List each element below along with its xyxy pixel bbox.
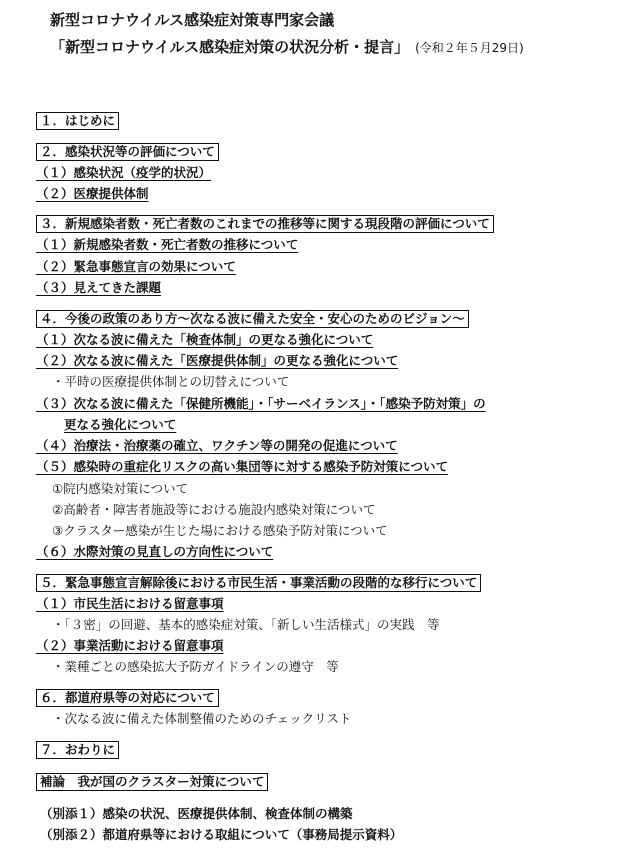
toc-attachment-2: （別添２）都道府県等における取組について（事務局提示資料） [40, 827, 403, 842]
toc-item-2-2: （２）医療提供体制 [36, 186, 149, 201]
toc-subitem-5-1a: ・「３密」の回避、基本的感染症対策、「新しい生活様式」の実践 等 [52, 617, 440, 632]
toc-item-4-5: （５）感染時の重症化リスクの高い集団等に対する感染予防対策について [36, 459, 449, 474]
doc-title-main: 「新型コロナウイルス感染症対策の状況分析・提言」 [50, 38, 410, 56]
toc-item-5-1: （１）市民生活における留意事項 [36, 596, 224, 611]
toc-item-4-3: （３）次なる波に備えた「保健所機能」・「サーベイランス」・「感染予防対策」の [36, 396, 486, 411]
toc-item-3-1: （１）新規感染者数・死亡者数の推移について [36, 237, 299, 252]
doc-title-line2 [50, 37, 524, 58]
toc-section-3: ３．新規感染者数・死亡者数のこれまでの推移等に関する現段階の評価について [36, 215, 494, 233]
toc-attachment-1: （別添１）感染の状況、医療提供体制、検査体制の構築 [40, 806, 353, 821]
toc-item-4-4: （４）治療法・治療薬の確立、ワクチン等の開発の促進について [36, 438, 398, 453]
toc-subitem-4-2a: ・平時の医療提供体制との切替えについて [52, 374, 290, 389]
doc-title-line1: 新型コロナウイルス感染症対策専門家会議 [50, 11, 335, 29]
toc-section-1: １．はじめに [36, 112, 119, 130]
toc-item-4-2: （２）次なる波に備えた「医療提供体制」の更なる強化について [36, 353, 399, 368]
toc-section-7: ７．おわりに [36, 741, 119, 759]
toc-section-6: ６．都道府県等の対応について [36, 689, 219, 707]
toc-subitem-4-5c: ③クラスター感染が生じた場における感染予防対策について [52, 523, 388, 538]
toc-section-5: ５．緊急事態宣言解除後における市民生活・事業活動の段階的な移行について [36, 574, 481, 592]
toc-subitem-4-5a: ①院内感染対策について [52, 481, 188, 496]
toc-item-2-1: （１）感染状況（疫学的状況） [36, 165, 212, 180]
toc-hosoku: 補論 我が国のクラスター対策について [36, 773, 268, 791]
toc-subitem-4-5b: ②高齢者・障害者施設等における施設内感染対策について [52, 502, 376, 517]
toc-item-4-6: （６）水際対策の見直しの方向性について [36, 544, 274, 559]
toc-section-2: ２．感染状況等の評価について [36, 143, 219, 161]
toc-subitem-5-2a: ・業種ごとの感染拡大予防ガイドラインの遵守 等 [52, 659, 339, 674]
toc-subitem-6a: ・次なる波に備えた体制整備のためのチェックリスト [52, 711, 352, 726]
toc-section-4: ４．今後の政策のあり方～次なる波に備えた安全・安心のためのビジョン～ [36, 310, 469, 328]
toc-item-4-3-cont: 更なる強化について [64, 417, 177, 432]
toc-item-3-2: （２）緊急事態宣言の効果について [36, 259, 236, 274]
toc-item-3-3: （３）見えてきた課題 [36, 280, 162, 295]
toc-item-5-2: （２）事業活動における留意事項 [36, 638, 224, 653]
doc-date: (令和２年５月29日) [415, 41, 524, 55]
toc-item-4-1: （１）次なる波に備えた「検査体制」の更なる強化について [36, 332, 374, 347]
